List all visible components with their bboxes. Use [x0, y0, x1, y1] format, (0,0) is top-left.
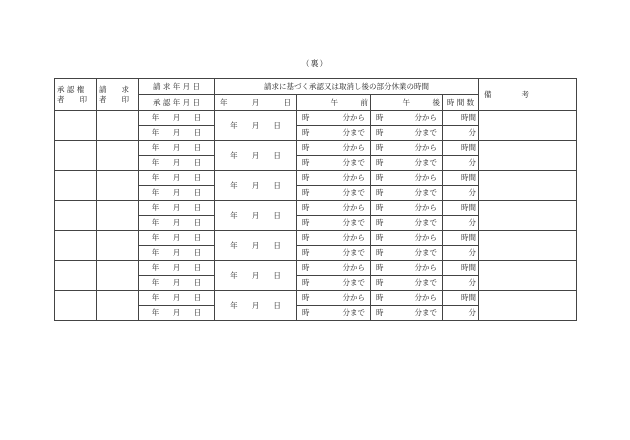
- hours-cell[interactable]: 時間: [443, 171, 479, 186]
- requester-seal-header: [97, 79, 139, 111]
- minutes-cell[interactable]: 分: [443, 216, 479, 231]
- am-until-cell[interactable]: 時 分まで: [297, 276, 371, 291]
- record-row-6-top: [55, 261, 577, 276]
- remarks-cell[interactable]: [479, 111, 577, 141]
- am-from-cell[interactable]: 時 分から: [297, 201, 371, 216]
- approval-date-header: 承 認 年 月 日: [139, 95, 215, 111]
- approver-seal-header: [55, 79, 97, 111]
- hours-cell[interactable]: 時間: [443, 261, 479, 276]
- approver-seal-cell[interactable]: [55, 261, 97, 291]
- requester-seal-cell[interactable]: [97, 171, 139, 201]
- requester-seal-cell[interactable]: [97, 231, 139, 261]
- request-date-cell[interactable]: 年 月 日: [139, 201, 215, 216]
- requester-seal-cell[interactable]: [97, 201, 139, 231]
- record-row-5-top: [55, 231, 577, 246]
- minutes-cell[interactable]: 分: [443, 306, 479, 321]
- page-title: （裏）: [301, 59, 329, 68]
- minutes-cell[interactable]: 分: [443, 156, 479, 171]
- requester-seal-cell[interactable]: [97, 141, 139, 171]
- leave-date-cell[interactable]: 年 月 日: [215, 111, 297, 141]
- request-date-cell[interactable]: 年 月 日: [139, 141, 215, 156]
- approval-date-cell[interactable]: 年 月 日: [139, 216, 215, 231]
- leave-date-cell[interactable]: 年 月 日: [215, 231, 297, 261]
- pm-header: 午 後: [371, 95, 443, 111]
- pm-from-cell[interactable]: 時 分から: [371, 171, 443, 186]
- approver-seal-cell[interactable]: [55, 111, 97, 141]
- pm-from-cell[interactable]: 時 分から: [371, 111, 443, 126]
- approval-date-cell[interactable]: 年 月 日: [139, 156, 215, 171]
- remarks-cell[interactable]: [479, 141, 577, 171]
- request-date-cell[interactable]: 年 月 日: [139, 171, 215, 186]
- am-until-cell[interactable]: 時 分まで: [297, 246, 371, 261]
- record-row-4-top: [55, 201, 577, 216]
- remarks-cell[interactable]: [479, 261, 577, 291]
- minutes-cell[interactable]: 分: [443, 246, 479, 261]
- requester-seal-cell[interactable]: [97, 291, 139, 321]
- request-date-header: 請 求 年 月 日: [139, 79, 215, 95]
- ymd-header: 年 月 日: [215, 95, 297, 111]
- request-date-cell[interactable]: 年 月 日: [139, 111, 215, 126]
- leave-date-cell[interactable]: 年 月 日: [215, 171, 297, 201]
- am-until-cell[interactable]: 時 分まで: [297, 306, 371, 321]
- record-row-2-top: [55, 141, 577, 156]
- am-from-cell[interactable]: 時 分から: [297, 141, 371, 156]
- pm-from-cell[interactable]: 時 分から: [371, 261, 443, 276]
- am-until-cell[interactable]: 時 分まで: [297, 186, 371, 201]
- header-row-1: [55, 79, 577, 95]
- request-date-cell[interactable]: 年 月 日: [139, 291, 215, 306]
- leave-date-cell[interactable]: 年 月 日: [215, 261, 297, 291]
- requester-header-line1: 請 求: [99, 84, 129, 94]
- requester-header-line2: 者 印: [99, 94, 129, 104]
- pm-until-cell[interactable]: 時 分まで: [371, 216, 443, 231]
- leave-date-cell[interactable]: 年 月 日: [215, 141, 297, 171]
- am-header: 午 前: [297, 95, 371, 111]
- pm-from-cell[interactable]: 時 分から: [371, 141, 443, 156]
- hours-count-header: 時 間 数: [443, 95, 479, 111]
- time-span-header: 請求に基づく承認又は取消し後の部分休業の時間: [215, 79, 479, 95]
- am-from-cell[interactable]: 時 分から: [297, 231, 371, 246]
- remarks-cell[interactable]: [479, 201, 577, 231]
- approval-date-cell[interactable]: 年 月 日: [139, 186, 215, 201]
- pm-from-cell[interactable]: 時 分から: [371, 201, 443, 216]
- request-date-cell[interactable]: 年 月 日: [139, 231, 215, 246]
- pm-until-cell[interactable]: 時 分まで: [371, 276, 443, 291]
- am-from-cell[interactable]: 時 分から: [297, 171, 371, 186]
- hours-cell[interactable]: 時間: [443, 141, 479, 156]
- remarks-cell[interactable]: [479, 231, 577, 261]
- pm-from-cell[interactable]: 時 分から: [371, 231, 443, 246]
- approver-seal-cell[interactable]: [55, 201, 97, 231]
- partial-leave-record-table: [54, 78, 577, 321]
- approver-seal-cell[interactable]: [55, 291, 97, 321]
- hours-cell[interactable]: 時間: [443, 201, 479, 216]
- minutes-cell[interactable]: 分: [443, 126, 479, 141]
- leave-date-cell[interactable]: 年 月 日: [215, 291, 297, 321]
- remarks-cell[interactable]: [479, 171, 577, 201]
- remarks-cell[interactable]: [479, 291, 577, 321]
- pm-until-cell[interactable]: 時 分まで: [371, 156, 443, 171]
- approval-date-cell[interactable]: 年 月 日: [139, 246, 215, 261]
- approver-seal-cell[interactable]: [55, 171, 97, 201]
- remarks-label: 備 考: [484, 90, 529, 99]
- am-from-cell[interactable]: 時 分から: [297, 261, 371, 276]
- leave-date-cell[interactable]: 年 月 日: [215, 201, 297, 231]
- minutes-cell[interactable]: 分: [443, 186, 479, 201]
- am-until-cell[interactable]: 時 分まで: [297, 156, 371, 171]
- am-from-cell[interactable]: 時 分から: [297, 111, 371, 126]
- approval-date-cell[interactable]: 年 月 日: [139, 306, 215, 321]
- am-until-cell[interactable]: 時 分まで: [297, 126, 371, 141]
- approver-seal-cell[interactable]: [55, 231, 97, 261]
- hours-cell[interactable]: 時間: [443, 111, 479, 126]
- am-from-cell[interactable]: 時 分から: [297, 291, 371, 306]
- am-until-cell[interactable]: 時 分まで: [297, 216, 371, 231]
- pm-until-cell[interactable]: 時 分まで: [371, 126, 443, 141]
- pm-from-cell[interactable]: 時 分から: [371, 291, 443, 306]
- pm-until-cell[interactable]: 時 分まで: [371, 246, 443, 261]
- requester-seal-cell[interactable]: [97, 261, 139, 291]
- requester-seal-cell[interactable]: [97, 111, 139, 141]
- approver-header-line1: 承 認 権: [57, 84, 85, 94]
- hours-cell[interactable]: 時間: [443, 291, 479, 306]
- record-row-1-top: [55, 111, 577, 126]
- approver-seal-cell[interactable]: [55, 141, 97, 171]
- pm-until-cell[interactable]: 時 分まで: [371, 306, 443, 321]
- record-row-7-top: [55, 291, 577, 306]
- request-date-cell[interactable]: 年 月 日: [139, 261, 215, 276]
- remarks-header: [479, 79, 577, 111]
- approver-header-line2: 者 印: [57, 94, 87, 104]
- record-row-3-top: [55, 171, 577, 186]
- hours-cell[interactable]: 時間: [443, 231, 479, 246]
- approval-date-cell[interactable]: 年 月 日: [139, 126, 215, 141]
- pm-until-cell[interactable]: 時 分まで: [371, 186, 443, 201]
- minutes-cell[interactable]: 分: [443, 276, 479, 291]
- approval-date-cell[interactable]: 年 月 日: [139, 276, 215, 291]
